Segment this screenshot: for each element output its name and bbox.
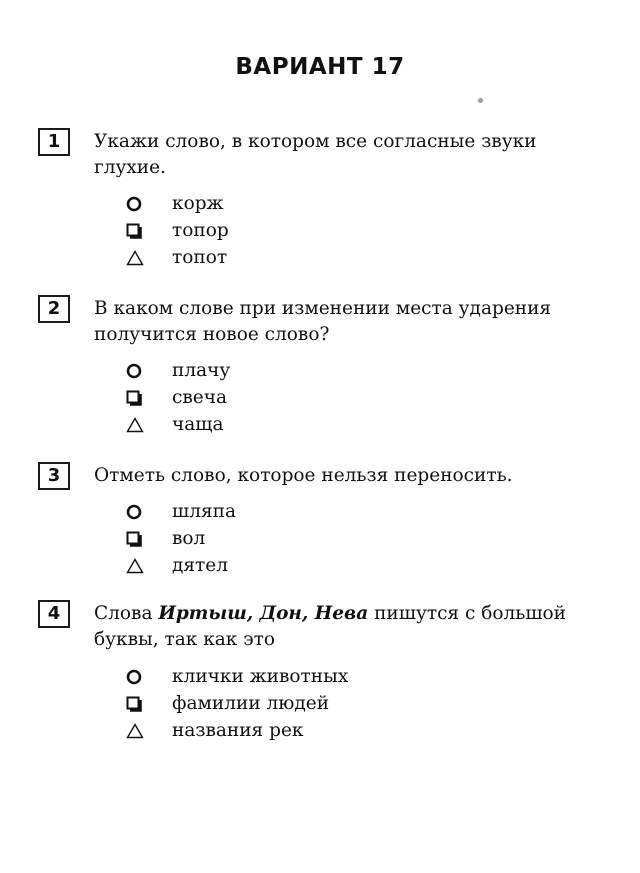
option-label: вол [172, 528, 206, 549]
circle-icon[interactable] [124, 663, 146, 690]
question-text [94, 601, 614, 653]
option-label: дятел [172, 555, 228, 576]
square-icon[interactable] [124, 690, 146, 717]
question-number: 2 [38, 295, 70, 323]
question-number: 1 [38, 128, 70, 156]
circle-icon[interactable] [124, 357, 146, 384]
option-label: названия рек [172, 720, 304, 741]
question-text: Укажи слово, в котором все согласные звуки глухие. [94, 131, 537, 178]
option-label: фамилии людей [172, 693, 330, 714]
triangle-icon[interactable] [124, 244, 146, 271]
circle-icon[interactable] [124, 498, 146, 525]
option-label: свеча [172, 387, 227, 408]
question-text-before: Слова [94, 603, 159, 624]
question-text-after: пишутся с большой буквы, так как это [94, 603, 566, 650]
option-label: топор [172, 220, 229, 241]
triangle-icon[interactable] [124, 717, 146, 744]
option-label: клички животных [172, 666, 349, 687]
question-number: 3 [38, 462, 70, 490]
square-icon[interactable] [124, 384, 146, 411]
circle-icon[interactable] [124, 190, 146, 217]
option-label: топот [172, 247, 228, 268]
decorative-dot [478, 98, 483, 103]
question-text-emphasis: Иртыш, Дон, Нева [158, 603, 369, 624]
triangle-icon[interactable] [124, 411, 146, 438]
option-label: корж [172, 193, 224, 214]
triangle-icon[interactable] [124, 552, 146, 579]
square-icon[interactable] [124, 217, 146, 244]
option-label: плачу [172, 360, 231, 381]
square-icon[interactable] [124, 525, 146, 552]
option-label: чаща [172, 414, 224, 435]
question-text: Отметь слово, которое нельзя переносить. [94, 465, 513, 486]
question-number: 4 [38, 600, 70, 628]
page-title: ВАРИАНТ 17 [235, 54, 405, 80]
question-text: В каком слове при изменении места ударения получится новое слово? [94, 298, 552, 345]
option-label: шляпа [172, 501, 236, 522]
